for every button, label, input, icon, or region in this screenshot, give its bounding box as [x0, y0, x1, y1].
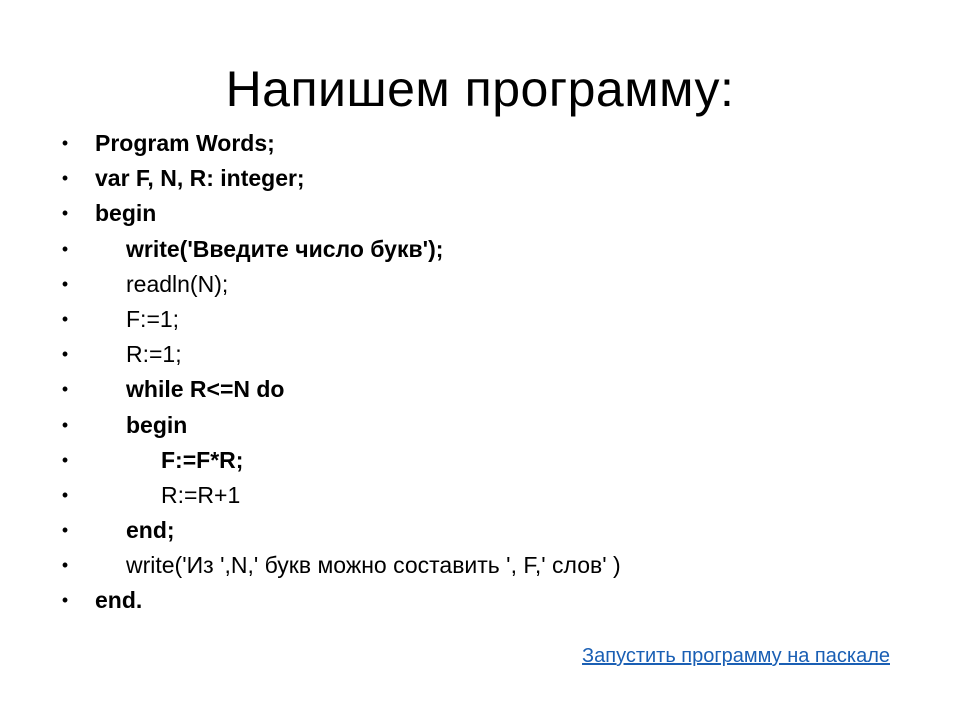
code-text: while R<=N do [126, 376, 285, 403]
code-line-6 [58, 302, 918, 337]
code-text: end; [126, 517, 175, 544]
run-program-link[interactable]: Запустить программу на паскале [582, 645, 890, 667]
code-line-10 [58, 443, 918, 478]
code-line-4 [58, 232, 918, 267]
code-line-11 [58, 478, 918, 513]
bullet-icon: • [61, 168, 69, 189]
bullet-icon: • [61, 590, 69, 611]
code-text: Program Words; [95, 130, 275, 156]
code-text: write('Введите число букв'); [126, 235, 444, 262]
code-line-3 [58, 196, 918, 231]
code-line-13 [58, 548, 918, 583]
code-text: R:=R+1 [161, 481, 241, 508]
code-text: begin [95, 200, 157, 227]
bullet-icon: • [61, 308, 69, 329]
bullet-icon: • [61, 133, 69, 153]
bullet-icon: • [61, 273, 69, 294]
code-line-7 [58, 337, 918, 372]
bullet-icon: • [61, 520, 69, 541]
code-text: F:=1; [126, 305, 180, 332]
code-line-9 [58, 408, 918, 443]
code-text: R:=1; [126, 341, 182, 368]
code-line-8 [58, 372, 918, 407]
code-text: readln(N); [126, 270, 229, 297]
code-line-1 [58, 126, 918, 161]
code-text: write('Из ',N,' букв можно составить ', F,' слов' ) [126, 552, 621, 579]
code-line-14 [58, 583, 918, 618]
bullet-icon: • [61, 379, 69, 400]
bullet-icon: • [61, 203, 69, 224]
code-line-2 [58, 161, 918, 196]
slide-title: Напишем программу: [225, 61, 735, 117]
bullet-icon: • [61, 484, 69, 505]
code-list [58, 126, 918, 619]
bullet-icon: • [61, 555, 69, 576]
code-text: end. [95, 587, 143, 614]
bullet-icon: • [61, 344, 69, 365]
bullet-icon: • [61, 449, 69, 470]
code-line-12 [58, 513, 918, 548]
code-line-5 [58, 267, 918, 302]
code-text: begin [126, 411, 188, 438]
code-text: F:=F*R; [161, 446, 244, 473]
code-text: var F, N, R: integer; [95, 165, 305, 192]
bullet-icon: • [61, 414, 69, 435]
bullet-icon: • [61, 238, 69, 259]
